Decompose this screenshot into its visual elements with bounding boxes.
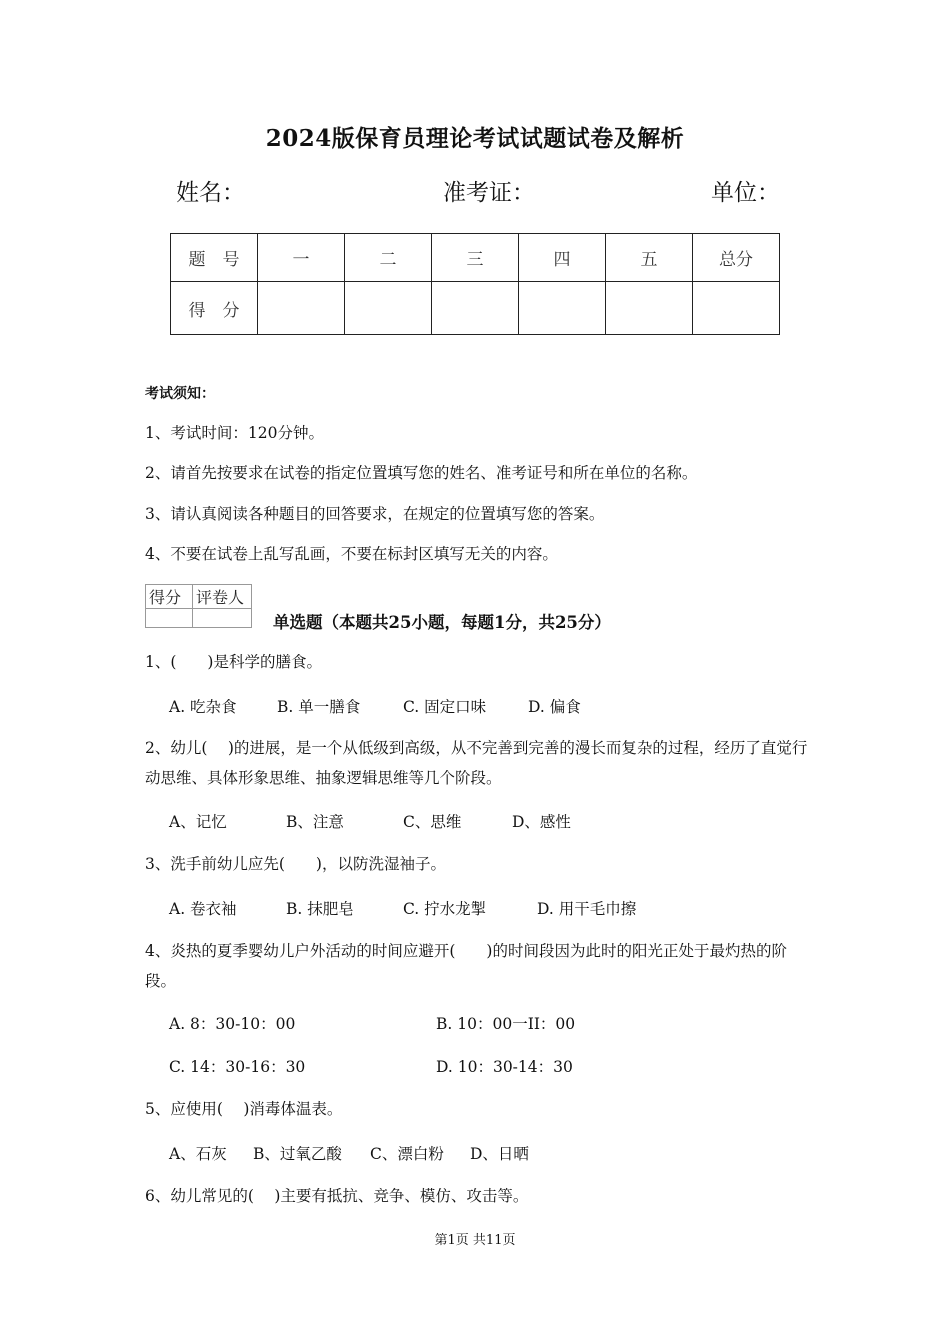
score-cell[interactable] — [258, 282, 345, 335]
question-text: 1、( )是科学的膳食。 — [145, 653, 322, 671]
option-d[interactable]: D. 10：30-14：30 — [436, 1058, 573, 1076]
score-table-col-3: 三 — [432, 234, 519, 282]
option-c[interactable]: C. 14：30-16：30 — [169, 1058, 306, 1076]
option-a[interactable]: A. 吃杂食 — [169, 698, 237, 716]
score-table — [170, 233, 780, 335]
question-text: 5、应使用( )消毒体温表。 — [145, 1100, 343, 1118]
score-cell[interactable] — [345, 282, 432, 335]
option-c[interactable]: C、思维 — [403, 813, 462, 831]
unit-field-label: 单位： — [711, 180, 780, 206]
exam-id-field-label: 准考证： — [443, 180, 535, 206]
option-b[interactable]: B. 抹肥皂 — [286, 900, 354, 918]
score-cell[interactable] — [693, 282, 780, 335]
page-footer: 第1页 共11页 — [434, 1233, 516, 1248]
question-text: 2、幼儿( )的进展，是一个从低级到高级，从不完善到完善的漫长而复杂的过程，经历了直觉行动思维、具体形象思维、抽象逻辑思维等几个阶段。 — [145, 739, 808, 787]
question-text: 6、幼儿常见的( )主要有抵抗、竞争、模仿、攻击等。 — [145, 1187, 529, 1205]
option-b[interactable]: B. 单一膳食 — [277, 698, 361, 716]
score-table-col-2: 二 — [345, 234, 432, 282]
option-c[interactable]: C. 固定口味 — [403, 698, 487, 716]
score-cell[interactable] — [519, 282, 606, 335]
score-table-col-4: 四 — [519, 234, 606, 282]
option-a[interactable]: A、记忆 — [169, 813, 227, 831]
rule-item: 2、请首先按要求在试卷的指定位置填写您的姓名、准考证号和所在单位的名称。 — [145, 464, 698, 482]
option-d[interactable]: D、感性 — [512, 813, 571, 831]
option-b[interactable]: B. 10：00一II：00 — [436, 1015, 576, 1033]
score-table-col-total: 总分 — [693, 234, 780, 282]
option-c[interactable]: C. 拧水龙掣 — [403, 900, 487, 918]
question-text: 3、洗手前幼儿应先( )，以防洗湿袖子。 — [145, 855, 446, 873]
option-d[interactable]: D. 偏食 — [528, 698, 581, 716]
option-d[interactable]: D、日晒 — [470, 1145, 529, 1163]
option-b[interactable]: B、过氧乙酸 — [253, 1145, 342, 1163]
section-title: 单选题（本题共25小题，每题1分，共25分） — [273, 613, 611, 632]
rule-item: 4、不要在试卷上乱写乱画，不要在标封区填写无关的内容。 — [145, 545, 558, 563]
score-table-col-1: 一 — [258, 234, 345, 282]
rule-item: 1、考试时间：120分钟。 — [145, 424, 324, 442]
name-field-label: 姓名： — [176, 180, 245, 206]
question-text: 4、炎热的夏季婴幼儿户外活动的时间应避开( )的时间段因为此时的阳光正处于最灼热的阶段。 — [145, 942, 787, 990]
score-cell[interactable] — [432, 282, 519, 335]
grader-name-label: 评卷人 — [193, 585, 252, 609]
grader-box — [145, 584, 252, 628]
score-table-header-label: 题 号 — [171, 234, 258, 282]
grader-score-cell[interactable] — [146, 609, 193, 628]
score-row-label: 得 分 — [171, 282, 258, 335]
option-b[interactable]: B、注意 — [286, 813, 344, 831]
page-title: 2024版保育员理论考试试题试卷及解析 — [265, 125, 685, 152]
option-c[interactable]: C、漂白粉 — [370, 1145, 444, 1163]
option-d[interactable]: D. 用干毛巾擦 — [537, 900, 637, 918]
option-a[interactable]: A. 卷衣袖 — [169, 900, 237, 918]
grader-score-label: 得分 — [146, 585, 193, 609]
rule-item: 3、请认真阅读各种题目的回答要求，在规定的位置填写您的答案。 — [145, 505, 605, 523]
score-table-col-5: 五 — [606, 234, 693, 282]
option-a[interactable]: A. 8：30-10：00 — [169, 1015, 296, 1033]
option-a[interactable]: A、石灰 — [169, 1145, 227, 1163]
rules-heading: 考试须知： — [145, 386, 215, 402]
score-cell[interactable] — [606, 282, 693, 335]
grader-name-cell[interactable] — [193, 609, 252, 628]
